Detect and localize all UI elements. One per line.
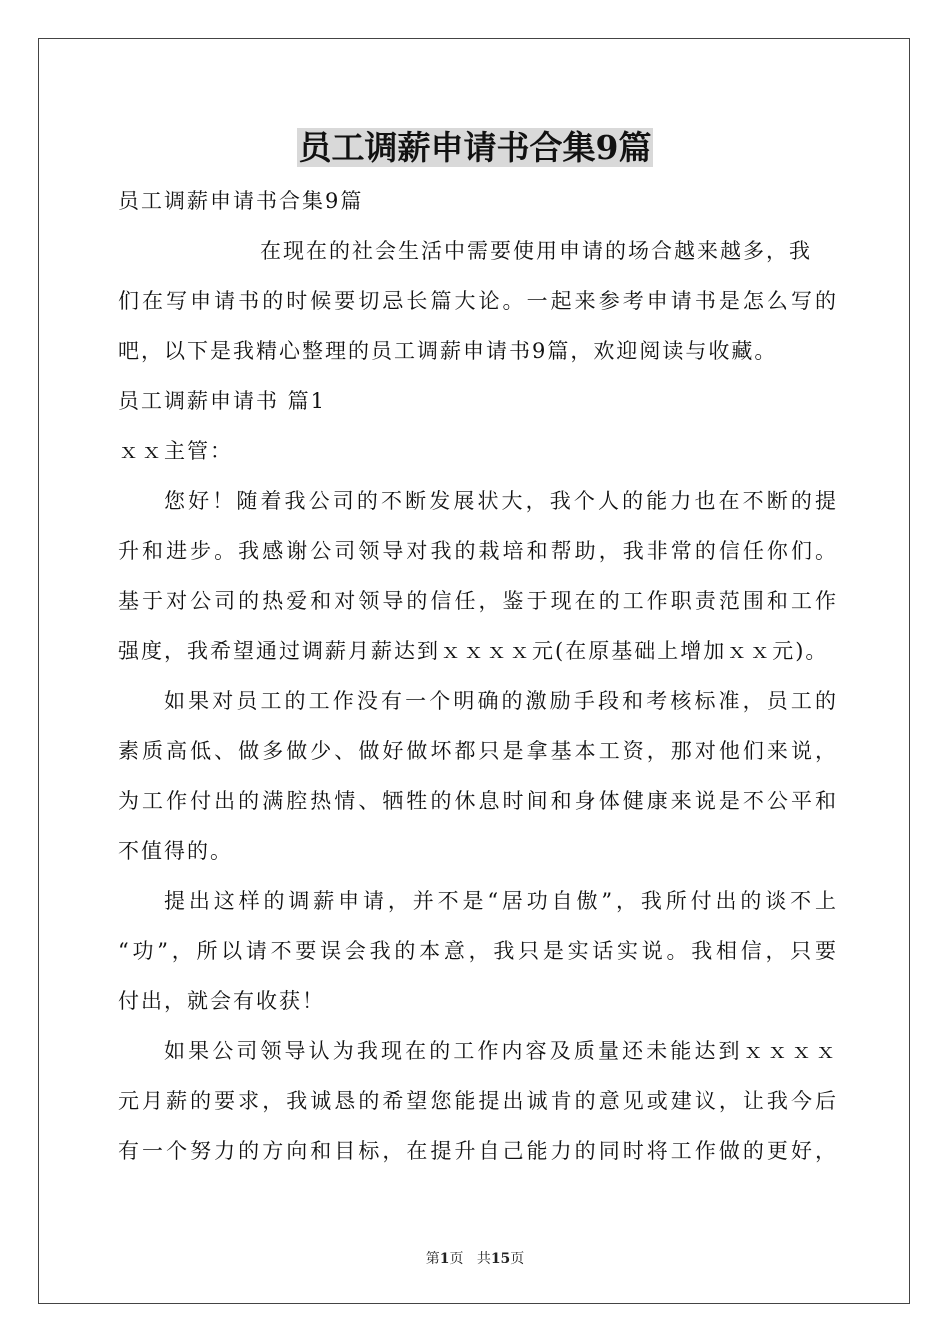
footer-total-unit: 页 [510, 1251, 525, 1267]
paragraph-line: 元月薪的要求，我诚恳的希望您能提出诚肯的意见或建议，让我今后 [118, 1089, 838, 1113]
intro-line: 在现在的社会生活中需要使用申请的场合越来越多，我 [260, 239, 812, 263]
paragraph-line: 素质高低、做多做少、做好做坏都只是拿基本工资，那对他们来说， [118, 739, 838, 763]
intro-line: 吧，以下是我精心整理的员工调薪申请书9篇，欢迎阅读与收藏。 [118, 339, 778, 363]
paragraph-line: 强度，我希望通过调薪月薪达到ｘｘｘｘ元(在原基础上增加ｘｘ元)。 [118, 639, 829, 663]
paragraph-line: 如果公司领导认为我现在的工作内容及质量还未能达到ｘｘｘｘ [164, 1039, 838, 1063]
paragraph-line: 为工作付出的满腔热情、牺牲的休息时间和身体健康来说是不公平和 [118, 789, 838, 813]
footer-page-unit: 页 [449, 1251, 464, 1267]
paragraph-line: 有一个努力的方向和目标，在提升自己能力的同时将工作做的更好， [118, 1139, 838, 1163]
paragraph-line: 如果对员工的工作没有一个明确的激励手段和考核标准，员工的 [164, 689, 838, 713]
document-title-text: 员工调薪申请书合集9篇 [298, 128, 652, 167]
footer-page-number: 1 [439, 1251, 450, 1267]
footer-total-prefix: 共 [476, 1251, 491, 1267]
document-body [118, 176, 838, 1176]
paragraph-line: 您好！随着我公司的不断发展状大，我个人的能力也在不断的提 [164, 489, 838, 513]
paragraph-line: 提出这样的调薪申请，并不是“居功自傲”，我所付出的谈不上 [164, 889, 838, 913]
section-heading: 员工调薪申请书 篇1 [118, 389, 327, 413]
salutation: ｘｘ主管： [118, 439, 233, 463]
page-footer [0, 1250, 950, 1268]
paragraph-line: 基于对公司的热爱和对领导的信任，鉴于现在的工作职责范围和工作 [118, 589, 838, 613]
paragraph-line: 升和进步。我感谢公司领导对我的栽培和帮助，我非常的信任你们。 [118, 539, 838, 563]
paragraph-line: 不值得的。 [118, 839, 233, 863]
document-title [0, 126, 950, 170]
intro-line: 们在写申请书的时候要切忌长篇大论。一起来参考申请书是怎么写的 [118, 289, 838, 313]
paragraph-line: 付出，就会有收获！ [118, 989, 325, 1013]
footer-total-pages: 15 [490, 1251, 511, 1267]
footer-page-prefix: 第 [425, 1251, 440, 1267]
document-subtitle: 员工调薪申请书合集9篇 [118, 189, 364, 213]
paragraph-line: “功”，所以请不要误会我的本意，我只是实话实说。我相信，只要 [118, 939, 838, 963]
